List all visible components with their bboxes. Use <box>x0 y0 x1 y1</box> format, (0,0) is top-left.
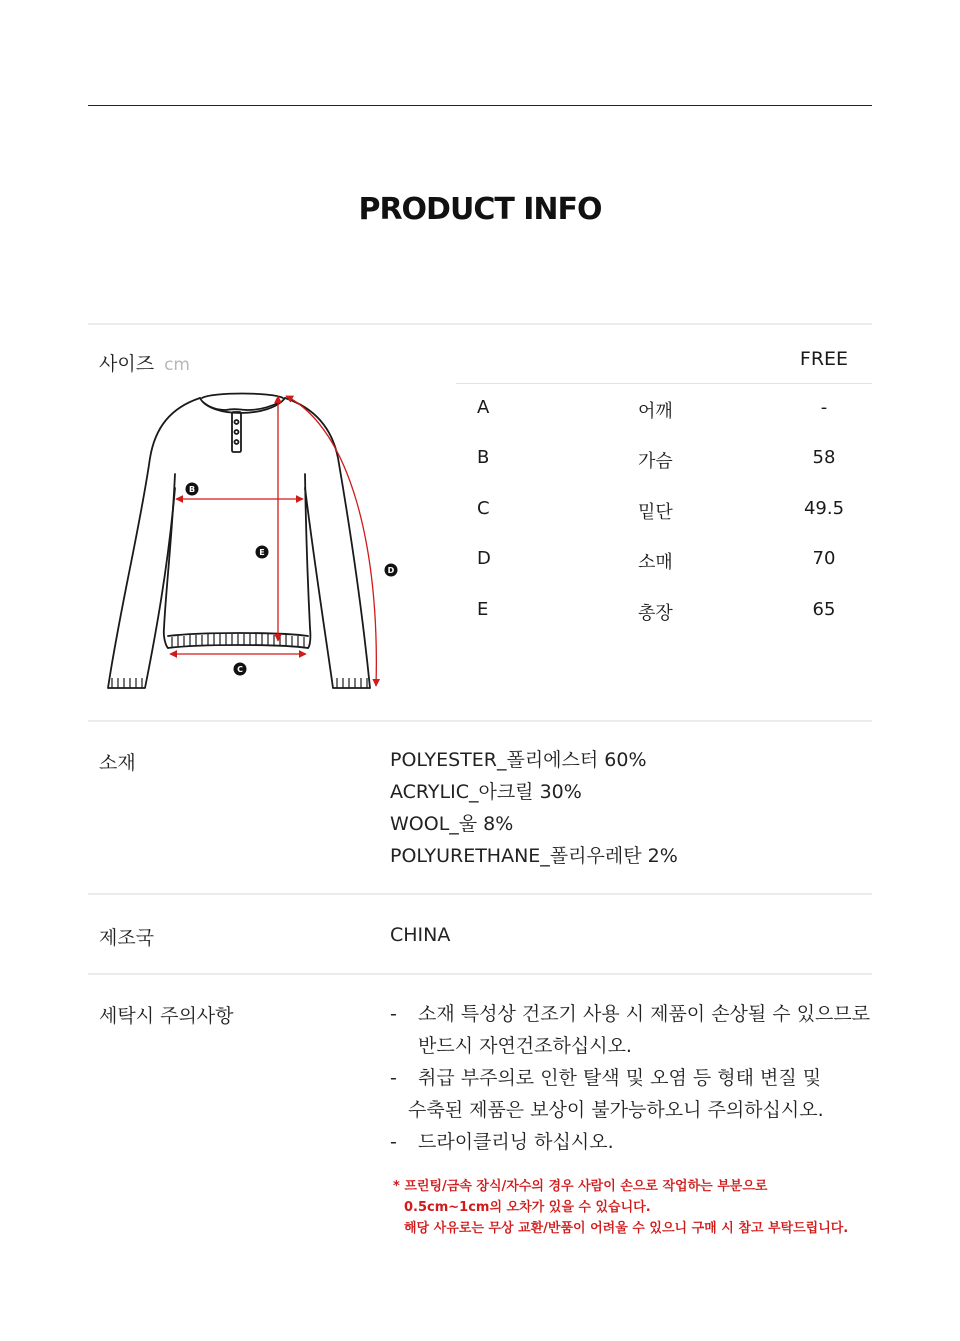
marker-e-label: E <box>259 548 265 557</box>
sweater-diagram <box>100 388 420 698</box>
care-text: 소재 특성상 건조기 사용 시 제품이 손상될 수 있으므로 <box>418 1003 871 1025</box>
care-line <box>390 1062 870 1094</box>
material-line: POLYURETHANE_폴리우레탄 2% <box>390 845 678 867</box>
material-list <box>390 744 678 872</box>
care-text: 드라이클리닝 하십시오. <box>418 1131 614 1153</box>
size-header-divider <box>456 383 872 384</box>
notice-line: * 프린팅/금속 장식/자수의 경우 사람이 손으로 작업하는 부분으로 <box>393 1179 768 1194</box>
size-label-text: 사이즈 <box>99 353 155 375</box>
care-line <box>390 1030 870 1062</box>
size-value: 65 <box>812 599 836 620</box>
size-part: 소매 <box>638 552 673 573</box>
handwork-notice <box>393 1176 848 1239</box>
care-bullet: - <box>390 1003 397 1025</box>
section-divider <box>88 973 872 975</box>
care-label: 세탁시 주의사항 <box>99 1005 234 1027</box>
care-line <box>390 998 870 1030</box>
size-code: C <box>477 498 490 519</box>
size-value: 70 <box>812 548 836 569</box>
size-code: E <box>477 599 489 620</box>
sleeve-measure-line <box>286 396 376 686</box>
material-line: POLYESTER_폴리에스터 60% <box>390 749 647 771</box>
size-row <box>456 447 872 477</box>
notice-line: 해당 사유로는 무상 교환/반품이 어려울 수 있으니 구매 시 참고 부탁드립니다. <box>404 1221 849 1236</box>
care-text: 반드시 자연건조하십시오. <box>418 1035 632 1057</box>
section-divider <box>88 720 872 722</box>
section-divider <box>88 323 872 325</box>
size-value: 49.5 <box>803 498 845 519</box>
material-line: ACRYLIC_아크릴 30% <box>390 781 582 803</box>
sweater-outline <box>108 394 370 689</box>
size-value: 58 <box>812 447 836 468</box>
size-code: D <box>477 548 491 569</box>
care-line <box>380 1094 870 1126</box>
care-instructions <box>390 998 870 1158</box>
size-label <box>99 349 190 376</box>
size-row <box>456 599 872 629</box>
size-value: - <box>820 397 828 418</box>
size-column-header: FREE <box>799 348 849 370</box>
size-part: 밑단 <box>638 502 673 523</box>
size-part: 가슴 <box>638 451 673 472</box>
marker-d-label: D <box>387 566 395 575</box>
size-code: A <box>477 397 490 418</box>
size-row <box>456 397 872 427</box>
care-line <box>390 1126 870 1158</box>
section-divider <box>88 893 872 895</box>
material-label: 소재 <box>99 752 136 774</box>
size-unit: cm <box>164 355 190 375</box>
top-divider <box>88 105 872 106</box>
size-row <box>456 548 872 578</box>
size-code: B <box>477 447 490 468</box>
care-text: 취급 부주의로 인한 탈색 및 오염 등 형태 변질 및 <box>418 1067 822 1089</box>
measurement-lines <box>170 396 376 686</box>
page-title: PRODUCT INFO <box>358 192 602 227</box>
size-part: 어깨 <box>638 401 673 422</box>
origin-value: CHINA <box>390 924 451 946</box>
size-part: 총장 <box>638 603 673 624</box>
marker-c-label: C <box>237 665 243 674</box>
care-bullet: - <box>390 1067 397 1089</box>
material-line: WOOL_울 8% <box>390 813 514 835</box>
size-row <box>456 498 872 528</box>
care-bullet: - <box>390 1131 397 1153</box>
care-text: 수축된 제품은 보상이 불가능하오니 주의하십시오. <box>408 1099 824 1121</box>
origin-label: 제조국 <box>99 927 155 949</box>
marker-b-label: B <box>188 485 196 494</box>
notice-line: 0.5cm~1cm의 오차가 있을 수 있습니다. <box>404 1200 651 1215</box>
